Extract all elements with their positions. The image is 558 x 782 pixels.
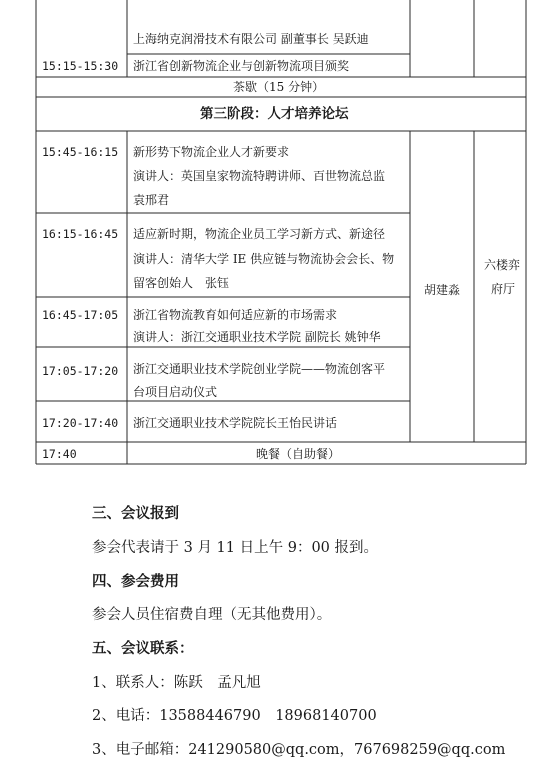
- contact-heading: 五、会议联系：: [92, 640, 194, 657]
- time-cell: 17:40: [42, 447, 77, 461]
- fee-heading: 四、参会费用: [92, 573, 179, 590]
- contact-email: 3、电子邮箱：241290580@qq.com，767698259@qq.com: [92, 742, 506, 758]
- contact-person: 1、联系人：陈跃 孟凡旭: [92, 675, 261, 691]
- table-row-text: 留客创始人 张钰: [133, 276, 230, 290]
- time-cell: 17:20-17:40: [42, 416, 119, 430]
- table-row-text: 演讲人：浙江交通职业技术学院 副院长 姚钟华: [133, 330, 381, 344]
- tea-break-label: 茶歇（15 分钟）: [233, 80, 325, 94]
- time-cell: 15:45-16:15: [42, 145, 119, 159]
- table-row-text: 适应新时期，物流企业员工学习新方式、新途径: [133, 227, 386, 241]
- table-row-text: 新形势下物流企业人才新要求: [133, 145, 290, 159]
- venue-cell-line2: 府厅: [491, 282, 516, 296]
- registration-heading: 三、会议报到: [92, 505, 179, 522]
- dinner-label: 晚餐（自助餐）: [256, 447, 341, 461]
- host-cell: 胡建淼: [424, 283, 461, 297]
- time-cell: 16:45-17:05: [42, 308, 119, 322]
- table-row-text: 上海纳克润滑技术有限公司 副董事长 吴跃迪: [133, 32, 369, 46]
- stage-heading: 第三阶段：人才培养论坛: [200, 106, 349, 122]
- venue-cell-line1: 六楼弈: [484, 258, 521, 272]
- table-row-text: 浙江交通职业技术学院创业学院——物流创客平: [133, 362, 386, 376]
- registration-text: 参会代表请于 3 月 11 日上午 9：00 报到。: [92, 540, 379, 556]
- table-row-text: 浙江省创新物流企业与创新物流项目颁奖: [133, 59, 350, 73]
- fee-text: 参会人员住宿费自理（无其他费用）。: [92, 607, 332, 623]
- contact-phone: 2、电话：13588446790 18968140700: [92, 708, 377, 724]
- time-cell: 16:15-16:45: [42, 227, 119, 241]
- table-row-text: 袁邢君: [133, 193, 170, 207]
- table-row-text: 台项目启动仪式: [133, 385, 218, 399]
- table-row-text: 浙江交通职业技术学院院长王怡民讲话: [133, 416, 338, 430]
- time-cell: 17:05-17:20: [42, 364, 119, 378]
- table-row-text: 演讲人：英国皇家物流特聘讲师、百世物流总监: [133, 169, 386, 183]
- table-row-text: 浙江省物流教育如何适应新的市场需求: [133, 308, 338, 322]
- time-cell: 15:15-15:30: [42, 59, 119, 73]
- table-row-text: 演讲人：清华大学 IE 供应链与物流协会会长、物: [133, 252, 395, 266]
